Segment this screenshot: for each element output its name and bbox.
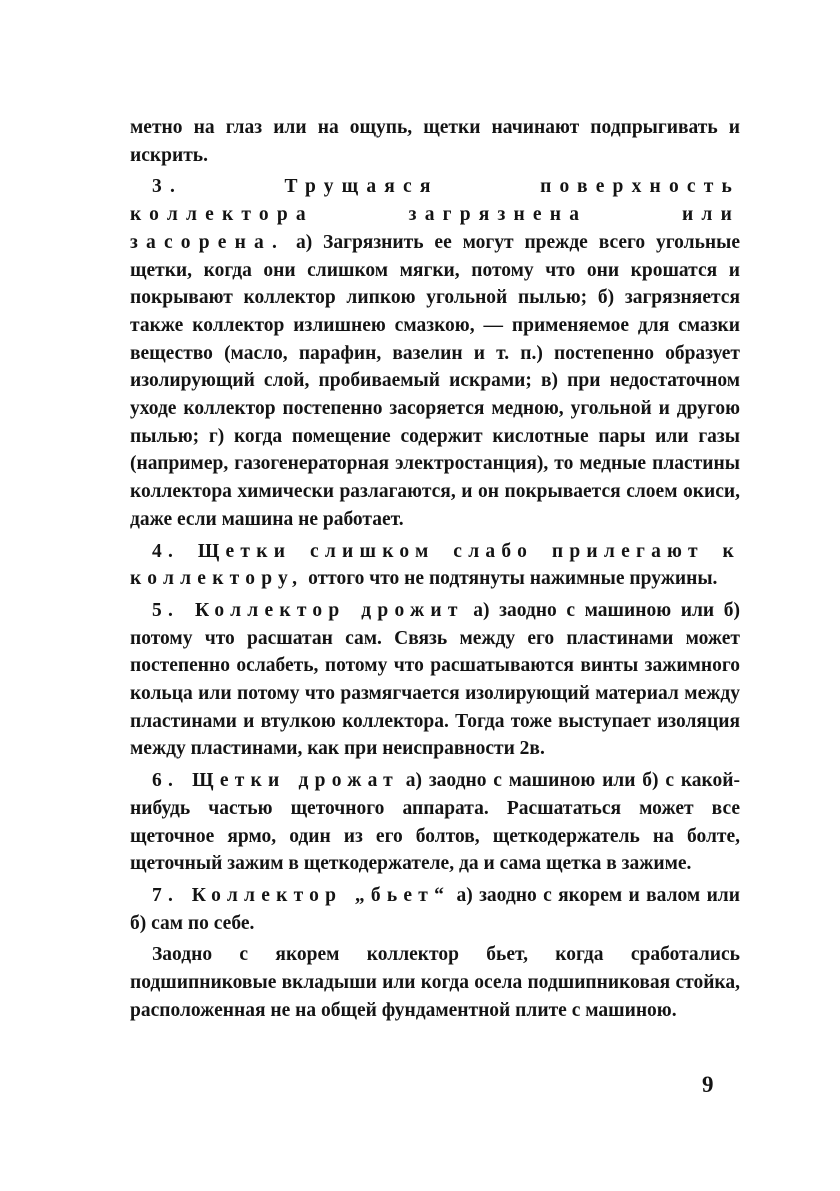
paragraph-explanation [130,941,740,1024]
fault-heading: 6. Щетки дрожат [152,770,399,792]
fault-heading: 7. Коллектор „бьет“ [152,884,451,906]
paragraph-text: Заодно с якорем коллектор бьет, когда сработались подшипниковые вкладыши или когда осела подшипниковая стойка, расположенная не на общей фундаментной плите с машиною. [130,944,740,1021]
fault-heading: 5. Коллектор дрожит [152,599,464,621]
paragraph-text: метно на глаз или на ощупь, щетки начинают подпрыгивать и искрить. [130,117,740,166]
paragraph-fault-4 [130,538,740,593]
paragraph-fault-6 [130,767,740,878]
paragraph-text: оттого что не подтянуты нажимные пружины. [308,568,718,590]
paragraph-fault-5 [130,597,740,763]
paragraph-text: а) Загрязнить ее могут прежде всего угольные щетки, когда они слишком мягки, потому что они крошатся и покрывают коллектор липкою угольной пылью; б) загрязняется также коллектор излишнею смазкою, — применяемое для смазки вещество (масло, парафин, вазелин и т. п.) постепенно образует изолирующий слой, пробиваемый искрами; в) при недостаточном уходе коллектор постепенно засоряется медною, угольной и другою пылью; г) когда помещение содержит кислотные пары или газы (например, газогенераторная электростанция), то медные пластины коллектора химически разлагаются, и он покрывается слоем окиси, даже если машина не работает. [130,231,740,530]
paragraph-fault-3 [130,173,740,533]
fault-heading: 3. Трущаяся поверхность коллектора загрязнена или засорена. [130,176,740,253]
page-number: 9 [702,1072,714,1097]
paragraph-continuation [130,114,740,169]
page-body [130,114,740,1025]
paragraph-fault-7 [130,882,740,937]
paragraph-text: а) заодно с якорем и валом или б) сам по себе. [130,884,740,934]
fault-heading: 4. Щетки слишком слабо прилегают к коллектору, [130,540,740,590]
paragraph-text: а) заодно с машиною или б) потому что расшатан сам. Связь между его пластинами может постепенно ослабеть, потому что расшатываются винты зажимного кольца или потому что размягчается изолирующий материал между пластинами и втулкою коллектора. Тогда тоже выступает изоляция между пластинами, как при неисправности 2в. [130,599,740,760]
paragraph-text: а) заодно с машиною или б) с какой-нибудь частью щеточного аппарата. Расшататься может все щеточное ярмо, один из его болтов, щеткодержатель на болте, щеточный зажим в щеткодержателе, да и сама щетка в зажиме. [130,770,741,875]
